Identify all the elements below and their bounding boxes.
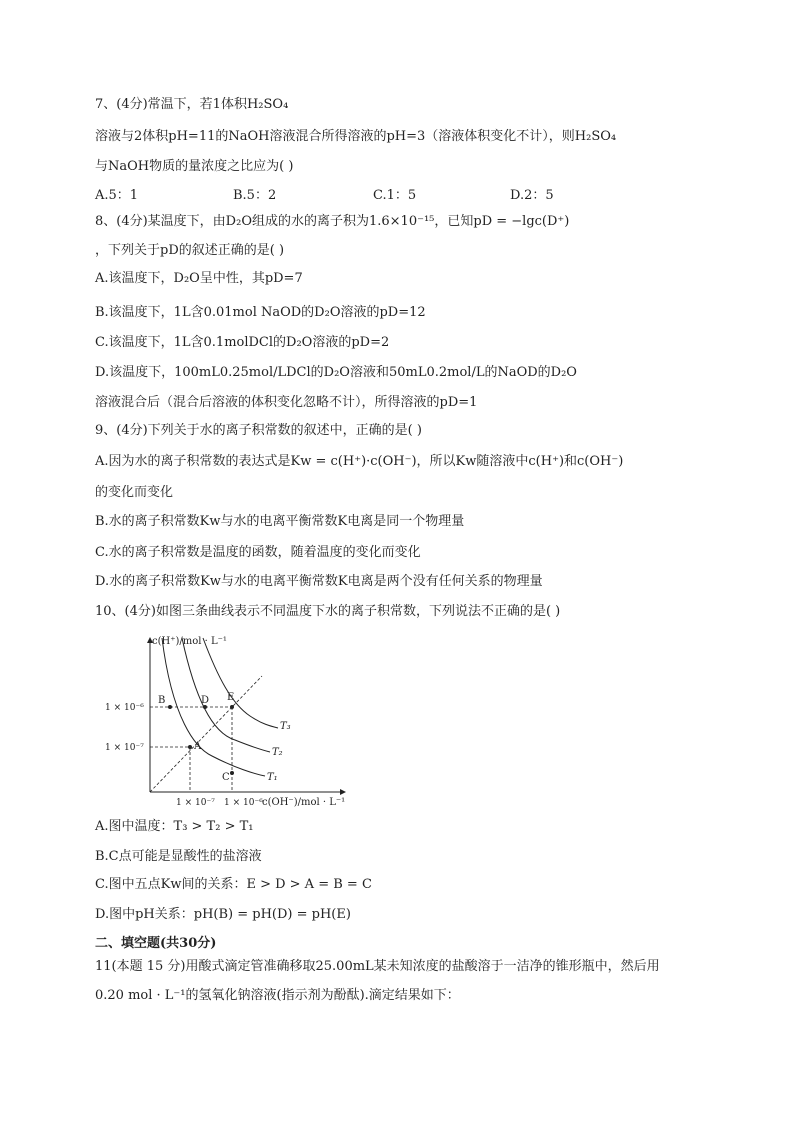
point-a (188, 745, 192, 749)
q8-stem-line1: 8、(4分)某温度下，由D₂O组成的水的离子积为1.6×10⁻¹⁵，已知pD = −lgc(D⁺) (95, 214, 570, 229)
curve-t3-label: T₃ (280, 721, 291, 732)
curve-t1-label: T₁ (267, 772, 278, 783)
curve-t2-label: T₂ (272, 747, 283, 758)
q9-option-a-line1[interactable]: A.因为水的离子积常数的表达式是Kw = c(H⁺)·c(OH⁻)，所以Kw随溶液中c(H⁺)和c(OH⁻) (95, 454, 624, 469)
q8-option-b[interactable]: B.该温度下，1L含0.01mol NaOD的D₂O溶液的pD=12 (95, 305, 426, 320)
point-e (230, 705, 234, 709)
q8-option-d-line1[interactable]: D.该温度下，100mL0.25mol/LDCl的D₂O溶液和50mL0.2mol/L的NaOD的D₂O (95, 365, 577, 380)
q9-option-d[interactable]: D.水的离子积常数Kw与水的电离平衡常数K电离是两个没有任何关系的物理量 (95, 574, 543, 589)
q9-stem: 9、(4分)下列关于水的离子积常数的叙述中，正确的是( ) (95, 423, 422, 438)
q10-option-b[interactable]: B.C点可能是显酸性的盐溶液 (95, 849, 262, 864)
q10-stem: 10、(4分)如图三条曲线表示不同温度下水的离子积常数，下列说法不正确的是( ) (95, 604, 561, 619)
q9-option-b[interactable]: B.水的离子积常数Kw与水的电离平衡常数K电离是同一个物理量 (95, 514, 465, 529)
point-e-label: E (227, 692, 235, 703)
q10-option-a[interactable]: A.图中温度：T₃ > T₂ > T₁ (95, 819, 254, 834)
q8-stem-line2: ，下列关于pD的叙述正确的是( ) (95, 243, 285, 258)
q11-stem-line2: 0.20 mol · L⁻¹的氢氧化钠溶液(指示剂为酚酞).滴定结果如下： (95, 988, 460, 1003)
curve-t2 (182, 638, 270, 752)
q11-stem-line1: 11(本题 15 分)用酸式滴定管准确移取25.00mL某未知浓度的盐酸溶于一洁净的锥形瓶中，然后用 (95, 959, 660, 974)
neutral-line (150, 676, 262, 792)
q7-stem-line3: 与NaOH物质的量浓度之比应为( ) (95, 159, 294, 174)
q7-option-c[interactable]: C.1：5 (373, 188, 417, 203)
point-b-label: B (158, 695, 166, 706)
q7-stem-line1: 7、(4分)常温下，若1体积H₂SO₄ (95, 97, 289, 112)
q7-option-b[interactable]: B.5：2 (233, 188, 277, 203)
curve-t3 (203, 638, 278, 728)
y-tick-1e-7: 1 × 10⁻⁷ (105, 743, 144, 753)
q9-option-c[interactable]: C.水的离子积常数是温度的函数，随着温度的变化而变化 (95, 545, 421, 560)
x-tick-1e-7: 1 × 10⁻⁷ (176, 798, 215, 808)
section-title: 二、填空题(共30分) (95, 936, 217, 951)
point-d-label: D (201, 695, 210, 706)
q10-option-c[interactable]: C.图中五点Kw间的关系：E > D > A = B = C (95, 877, 372, 892)
q10-option-d[interactable]: D.图中pH关系：pH(B) = pH(D) = pH(E) (95, 907, 351, 922)
y-axis-label: c(H⁺)/mol · L⁻¹ (152, 636, 227, 647)
point-c-label: C (222, 772, 230, 783)
q10-figure (100, 628, 370, 813)
q8-option-d-line2: 溶液混合后（混合后溶液的体积变化忽略不计），所得溶液的pD=1 (95, 395, 478, 410)
point-c (230, 771, 234, 775)
q7-stem-line2: 溶液与2体积pH=11的NaOH溶液混合所得溶液的pH=3（溶液体积变化不计），则H₂SO₄ (95, 129, 617, 144)
q9-option-a-line2: 的变化而变化 (95, 485, 174, 500)
q8-option-a[interactable]: A.该温度下，D₂O呈中性，其pD=7 (95, 271, 303, 286)
x-axis-label: c(OH⁻)/mol · L⁻¹ (262, 797, 346, 808)
y-tick-1e-6: 1 × 10⁻⁶ (105, 703, 144, 713)
x-tick-1e-6: 1 × 10⁻⁶ (224, 798, 263, 808)
point-a-label: A (194, 741, 202, 752)
q7-option-d[interactable]: D.2：5 (510, 188, 554, 203)
q7-option-a[interactable]: A.5：1 (95, 188, 139, 203)
point-b (168, 705, 172, 709)
q8-option-c[interactable]: C.该温度下，1L含0.1molDCl的D₂O溶液的pD=2 (95, 335, 390, 350)
